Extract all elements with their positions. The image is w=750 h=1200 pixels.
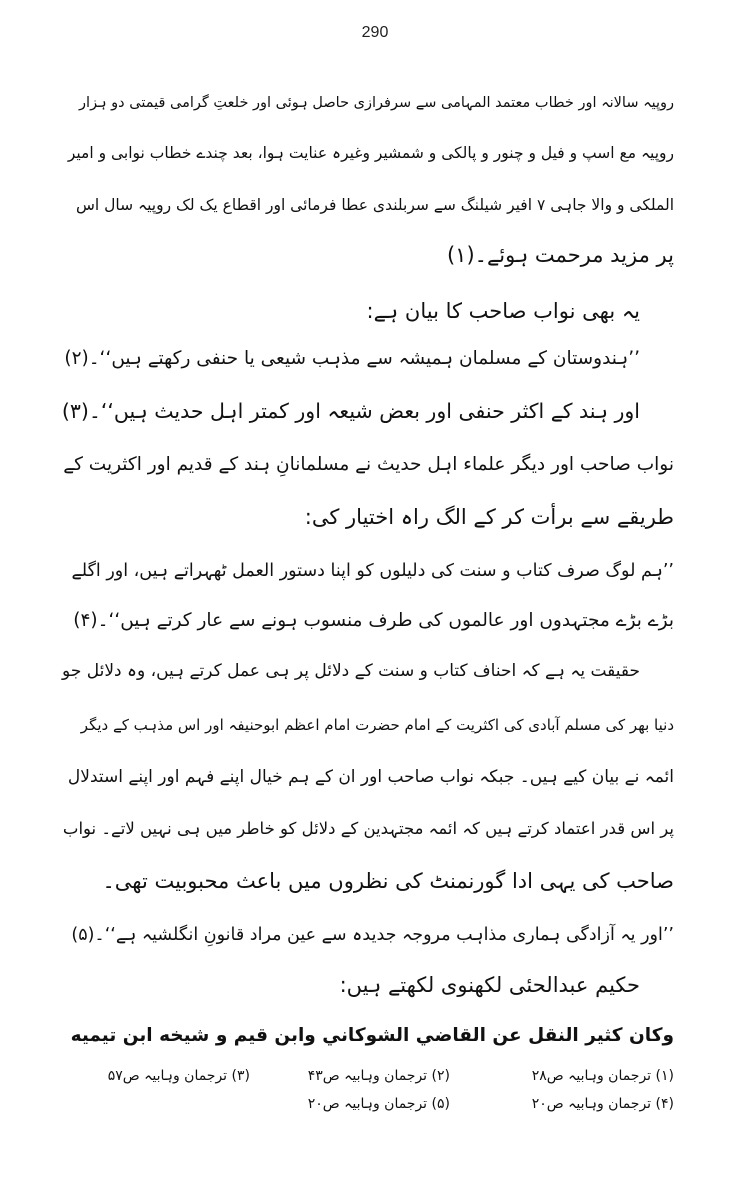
footnote-4: (۴) ترجمان وہابیہ ص۲۰ xyxy=(531,1096,674,1112)
text-line-3: الملکی و والا جاہی ۷ افیر شیلنگ سے سربلندی عطا فرمائی اور اقطاع یک لک روپیہ سال اس xyxy=(75,196,674,214)
arabic-quote: وكان كثير النقل عن القاضي الشوكاني وابن قيم و شيخه ابن تيميه xyxy=(70,1025,674,1046)
text-line-5: یہ بھی نواب صاحب کا بیان ہے: xyxy=(366,299,640,323)
footnote-3: (۳) ترجمان وہابیہ ص۵۷ xyxy=(107,1068,250,1084)
text-line-4: پر مزید مرحمت ہوئے۔(۱) xyxy=(446,243,674,267)
quote-line-2: اور ہند کے اکثر حنفی اور بعض شیعہ اور کمتر اہل حدیث ہیں‘‘۔(۳) xyxy=(61,399,640,423)
footnote-1: (۱) ترجمان وہابیہ ص۲۸ xyxy=(531,1068,674,1084)
quote-line-3: ’’ہم لوگ صرف کتاب و سنت کی دلیلوں کو اپنا دستور العمل ٹھہراتے ہیں، اور اگلے xyxy=(71,561,674,581)
text-line-8: نواب صاحب اور دیگر علماء اہل حدیث نے مسلمانانِ ہند کے قدیم اور اکثریت کے xyxy=(63,454,674,475)
text-line-12: حقیقت یہ ہے کہ احناف کتاب و سنت کے دلائل پر ہی عمل کرتے ہیں، وہ دلائل جو xyxy=(62,661,640,681)
text-line-14: ائمہ نے بیان کیے ہیں۔ جبکہ نواب صاحب اور ان کے ہم خیال اپنے فہم اور اپنے استدلال xyxy=(67,767,674,787)
text-line-13: دنیا بھر کی مسلم آبادی کی اکثریت کے امام حضرت امام اعظم ابوحنیفہ اور اس مذہب کے دیگر xyxy=(80,716,674,734)
text-line-15: پر اس قدر اعتماد کرتے ہیں کہ ائمہ مجتہدین کے دلائل کو خاطر میں ہی نہیں لاتے۔ نواب xyxy=(62,819,674,838)
footnote-5: (۵) ترجمان وہابیہ ص۲۰ xyxy=(307,1096,450,1112)
text-line-2: روپیہ مع اسپ و فیل و چنور و پالکی و شمشیر وغیرہ عنایت ہوا، بعد چندے خطاب نوابی و امیر xyxy=(67,144,674,162)
quote-line-1: ’’ہندوستان کے مسلمان ہمیشہ سے مذہب شیعی یا حنفی رکھتے ہیں‘‘۔(۲) xyxy=(64,348,640,369)
text-line-9: طریقے سے برأت کر کے الگ راہ اختیار کی: xyxy=(304,505,674,529)
footnote-2: (۲) ترجمان وہابیہ ص۴۳ xyxy=(307,1068,450,1084)
quote-line-4: بڑے بڑے مجتہدوں اور عالموں کی طرف منسوب ہونے سے عار کرتے ہیں‘‘۔(۴) xyxy=(73,610,674,631)
text-line-18: حکیم عبدالحئی لکھنوی لکھتے ہیں: xyxy=(339,973,640,997)
text-line-1: روپیہ سالانہ اور خطاب معتمد المہامی سے سرفرازی حاصل ہوئی اور خلعتِ گرامی قیمتی دو ہزار xyxy=(79,95,674,111)
text-line-16: صاحب کی یہی ادا گورنمنٹ کی نظروں میں باعث محبوبیت تھی۔ xyxy=(102,869,674,893)
page-number: 290 xyxy=(361,24,389,41)
quote-line-5: ’’اور یہ آزادگی ہماری مذاہب مروجہ جدیدہ سے عین مراد قانونِ انگلشیہ ہے‘‘۔(۵) xyxy=(71,925,674,945)
